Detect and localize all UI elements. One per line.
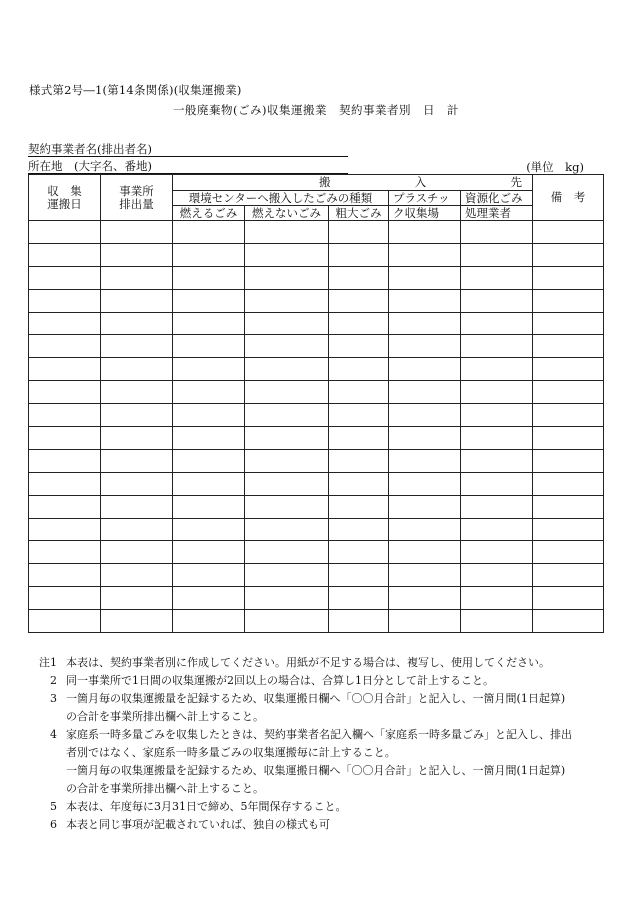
table-cell[interactable] — [461, 335, 533, 358]
table-cell[interactable] — [389, 587, 461, 610]
table-row — [29, 289, 604, 312]
table-cell[interactable] — [29, 472, 101, 495]
table-cell[interactable] — [245, 427, 329, 450]
table-cell[interactable] — [101, 610, 173, 633]
table-cell[interactable] — [389, 221, 461, 244]
table-cell[interactable] — [329, 610, 389, 633]
table-row — [29, 610, 604, 633]
table-cell[interactable] — [389, 243, 461, 266]
header-nonburnable: 燃えないごみ — [245, 206, 329, 221]
table-cell[interactable] — [461, 541, 533, 564]
table-cell[interactable] — [29, 541, 101, 564]
table-cell[interactable] — [173, 587, 245, 610]
table-row — [29, 587, 604, 610]
table-cell[interactable] — [173, 449, 245, 472]
table-cell[interactable] — [329, 266, 389, 289]
table-cell[interactable] — [533, 427, 604, 450]
table-row — [29, 564, 604, 587]
table-cell[interactable] — [29, 610, 101, 633]
table-cell[interactable] — [329, 312, 389, 335]
table-cell[interactable] — [29, 266, 101, 289]
table-cell[interactable] — [101, 472, 173, 495]
table-cell[interactable] — [533, 221, 604, 244]
header-destination-char2: 入 — [414, 175, 427, 189]
table-cell[interactable] — [101, 266, 173, 289]
table-cell[interactable] — [533, 541, 604, 564]
table-cell[interactable] — [101, 495, 173, 518]
table-cell[interactable] — [245, 564, 329, 587]
note-line — [28, 798, 608, 816]
contractor-name-label: 契約事業者名(排出者名) — [28, 142, 152, 156]
table-cell[interactable] — [29, 495, 101, 518]
table-cell[interactable] — [329, 587, 389, 610]
table-cell[interactable] — [101, 541, 173, 564]
header-recycler-line2: 処理業者 — [461, 206, 533, 221]
note-line — [28, 744, 608, 762]
note-number: 5 — [50, 800, 57, 813]
table-cell[interactable] — [461, 449, 533, 472]
table-cell[interactable] — [461, 312, 533, 335]
table-cell[interactable] — [533, 518, 604, 541]
table-cell[interactable] — [533, 266, 604, 289]
table-cell[interactable] — [29, 449, 101, 472]
table-cell[interactable] — [389, 449, 461, 472]
table-cell[interactable] — [389, 289, 461, 312]
header-recycler-line1: 資源化ごみ — [461, 191, 533, 206]
table-cell[interactable] — [173, 404, 245, 427]
note-text: 家庭系一時多量ごみを収集したときは、契約事業者名記入欄へ「家庭系一時多量ごみ」と記入し、排出 — [66, 728, 572, 741]
header-bulky: 粗大ごみ — [329, 206, 389, 221]
table-cell[interactable] — [329, 472, 389, 495]
table-cell[interactable] — [389, 495, 461, 518]
table-cell[interactable] — [29, 427, 101, 450]
table-cell[interactable] — [533, 495, 604, 518]
table-cell[interactable] — [173, 564, 245, 587]
table-cell[interactable] — [245, 404, 329, 427]
header-discharge-amount-line1: 事業所 — [119, 183, 154, 198]
header-discharge-amount-line2: 排出量 — [119, 196, 154, 211]
table-cell[interactable] — [533, 381, 604, 404]
table-cell[interactable] — [101, 404, 173, 427]
header-burnable: 燃えるごみ — [173, 206, 245, 221]
table-cell[interactable] — [173, 266, 245, 289]
table-cell[interactable] — [245, 289, 329, 312]
table-cell[interactable] — [245, 541, 329, 564]
table-cell[interactable] — [101, 335, 173, 358]
table-row — [29, 449, 604, 472]
table-cell[interactable] — [533, 404, 604, 427]
table-cell[interactable] — [101, 358, 173, 381]
table-cell[interactable] — [245, 587, 329, 610]
table-cell[interactable] — [461, 289, 533, 312]
table-cell[interactable] — [29, 518, 101, 541]
table-cell[interactable] — [389, 312, 461, 335]
daily-record-table — [28, 174, 604, 633]
table-cell[interactable] — [329, 381, 389, 404]
table-cell[interactable] — [461, 381, 533, 404]
table-cell[interactable] — [461, 587, 533, 610]
table-row — [29, 404, 604, 427]
header-center-group: 環境センターへ搬入したごみの種類 — [173, 191, 389, 206]
table-cell[interactable] — [173, 221, 245, 244]
note-number: 2 — [50, 674, 57, 687]
table-cell[interactable] — [329, 427, 389, 450]
note-number — [28, 762, 66, 780]
note-text: 一箇月毎の収集運搬量を記録するため、収集運搬日欄へ「〇〇月合計」と記入し、一箇月間(1日起算) — [66, 692, 566, 705]
table-cell[interactable] — [461, 243, 533, 266]
table-cell[interactable] — [329, 289, 389, 312]
note-text: 一箇月毎の収集運搬量を記録するため、収集運搬日欄へ「〇〇月合計」と記入し、一箇月間(1日起算) — [66, 764, 566, 777]
table-cell[interactable] — [101, 564, 173, 587]
table-cell[interactable] — [101, 221, 173, 244]
table-cell[interactable] — [245, 381, 329, 404]
table-cell[interactable] — [461, 358, 533, 381]
table-cell[interactable] — [29, 404, 101, 427]
table-cell[interactable] — [533, 564, 604, 587]
table-cell[interactable] — [173, 610, 245, 633]
table-cell[interactable] — [389, 266, 461, 289]
note-line — [28, 672, 608, 690]
table-cell[interactable] — [29, 312, 101, 335]
table-cell[interactable] — [173, 358, 245, 381]
table-cell[interactable] — [245, 495, 329, 518]
table-cell[interactable] — [533, 335, 604, 358]
form-title: 一般廃棄物(ごみ)収集運搬業 契約事業者別 日 計 — [173, 103, 459, 117]
note-text: の合計を事業所排出欄へ計上すること。 — [66, 782, 264, 795]
table-cell[interactable] — [533, 358, 604, 381]
note-number: 3 — [50, 692, 57, 705]
note-number — [28, 708, 66, 726]
note-line — [28, 762, 608, 780]
header-destination-char3: 先 — [510, 175, 522, 189]
table-cell[interactable] — [173, 335, 245, 358]
table-cell[interactable] — [173, 289, 245, 312]
table-cell[interactable] — [461, 564, 533, 587]
table-cell[interactable] — [389, 427, 461, 450]
table-row — [29, 427, 604, 450]
table-row — [29, 243, 604, 266]
table-cell[interactable] — [329, 221, 389, 244]
note-line — [28, 654, 608, 672]
header-plastic-line1: プラスチッ — [389, 191, 461, 206]
table-cell[interactable] — [101, 449, 173, 472]
table-row — [29, 381, 604, 404]
address-label: 所在地 (大字名、番地) — [28, 159, 152, 173]
note-line — [28, 690, 608, 708]
table-cell[interactable] — [329, 495, 389, 518]
table-row — [29, 541, 604, 564]
table-cell[interactable] — [389, 518, 461, 541]
note-number: 6 — [50, 818, 57, 831]
note-line — [28, 780, 608, 798]
note-text: 同一事業所で1日間の収集運搬が2回以上の場合は、合算し1日分として計上すること。 — [66, 674, 494, 687]
header-collection-date-line1: 収 集 — [47, 183, 82, 198]
note-number: 注1 — [39, 656, 57, 669]
table-cell[interactable] — [29, 289, 101, 312]
note-text: の合計を事業所排出欄へ計上すること。 — [66, 710, 264, 723]
table-row — [29, 358, 604, 381]
table-cell[interactable] — [29, 335, 101, 358]
table-cell[interactable] — [245, 312, 329, 335]
form-number: 様式第2号―1(第14条関係)(収集運搬業) — [29, 83, 242, 97]
table-cell[interactable] — [29, 587, 101, 610]
note-text: 本表と同じ事項が記載されていれば、独自の様式も可 — [66, 818, 330, 831]
unit-label: (単位 kg) — [526, 160, 584, 174]
table-cell[interactable] — [461, 495, 533, 518]
table-cell[interactable] — [533, 449, 604, 472]
table-cell[interactable] — [29, 243, 101, 266]
table-cell[interactable] — [101, 381, 173, 404]
table-row — [29, 221, 604, 244]
table-cell[interactable] — [173, 381, 245, 404]
table-row — [29, 518, 604, 541]
note-text: 本表は、契約事業者別に作成してください。用紙が不足する場合は、複写し、使用してください。 — [66, 656, 550, 669]
table-cell[interactable] — [389, 610, 461, 633]
table-cell[interactable] — [173, 541, 245, 564]
header-plastic-line2: ク収集場 — [389, 206, 461, 221]
note-line — [28, 726, 608, 744]
table-cell[interactable] — [101, 312, 173, 335]
table-cell[interactable] — [245, 358, 329, 381]
header-collection-date-line2: 運搬日 — [47, 196, 82, 211]
table-cell[interactable] — [533, 610, 604, 633]
contractor-name-field[interactable] — [28, 142, 348, 157]
table-cell[interactable] — [533, 472, 604, 495]
table-cell[interactable] — [173, 518, 245, 541]
table-cell[interactable] — [173, 312, 245, 335]
header-destination-char1: 搬 — [319, 175, 331, 189]
table-cell[interactable] — [173, 427, 245, 450]
note-text: 本表は、年度毎に3月31日で締め、5年間保存すること。 — [66, 800, 347, 813]
note-number — [28, 744, 66, 762]
header-destination-group — [173, 175, 533, 191]
table-row — [29, 266, 604, 289]
table-cell[interactable] — [329, 541, 389, 564]
table-cell[interactable] — [461, 610, 533, 633]
table-cell[interactable] — [245, 335, 329, 358]
table-cell[interactable] — [461, 518, 533, 541]
header-collection-date — [29, 175, 101, 221]
table-cell[interactable] — [533, 312, 604, 335]
table-cell[interactable] — [389, 564, 461, 587]
table-cell[interactable] — [461, 472, 533, 495]
notes-section — [28, 654, 608, 834]
header-remarks: 備 考 — [533, 175, 604, 221]
table-cell[interactable] — [173, 472, 245, 495]
table-row — [29, 312, 604, 335]
table-cell[interactable] — [389, 404, 461, 427]
table-cell[interactable] — [173, 243, 245, 266]
table-cell[interactable] — [329, 449, 389, 472]
table-cell[interactable] — [245, 518, 329, 541]
table-cell[interactable] — [461, 221, 533, 244]
table-cell[interactable] — [389, 381, 461, 404]
table-cell[interactable] — [389, 541, 461, 564]
table-cell[interactable] — [461, 404, 533, 427]
table-cell[interactable] — [29, 358, 101, 381]
table-row — [29, 472, 604, 495]
table-cell[interactable] — [461, 427, 533, 450]
table-cell[interactable] — [245, 610, 329, 633]
table-cell[interactable] — [329, 243, 389, 266]
table-cell[interactable] — [389, 335, 461, 358]
note-line — [28, 816, 608, 834]
table-cell[interactable] — [173, 495, 245, 518]
table-row — [29, 335, 604, 358]
table-cell[interactable] — [101, 243, 173, 266]
table-cell[interactable] — [329, 564, 389, 587]
note-number: 4 — [50, 728, 57, 741]
table-row — [29, 495, 604, 518]
table-cell[interactable] — [533, 243, 604, 266]
table-cell[interactable] — [245, 472, 329, 495]
address-field[interactable] — [28, 159, 348, 174]
table-cell[interactable] — [329, 335, 389, 358]
table-cell[interactable] — [29, 564, 101, 587]
table-body — [29, 221, 604, 633]
table-cell[interactable] — [245, 221, 329, 244]
table-cell[interactable] — [101, 518, 173, 541]
table-cell[interactable] — [101, 587, 173, 610]
table-cell[interactable] — [245, 266, 329, 289]
table-cell[interactable] — [101, 289, 173, 312]
table-cell[interactable] — [245, 243, 329, 266]
table-cell[interactable] — [533, 587, 604, 610]
table-cell[interactable] — [329, 518, 389, 541]
note-text: 者別ではなく、家庭系一時多量ごみの収集運搬毎に計上すること。 — [66, 746, 396, 759]
header-discharge-amount — [101, 175, 173, 221]
table-cell[interactable] — [329, 404, 389, 427]
table-cell[interactable] — [29, 221, 101, 244]
table-cell[interactable] — [329, 358, 389, 381]
table-cell[interactable] — [461, 266, 533, 289]
table-cell[interactable] — [533, 289, 604, 312]
table-cell[interactable] — [389, 358, 461, 381]
note-number — [28, 780, 66, 798]
note-line — [28, 708, 608, 726]
table-cell[interactable] — [101, 427, 173, 450]
table-cell[interactable] — [245, 449, 329, 472]
table-cell[interactable] — [29, 381, 101, 404]
table-cell[interactable] — [389, 472, 461, 495]
